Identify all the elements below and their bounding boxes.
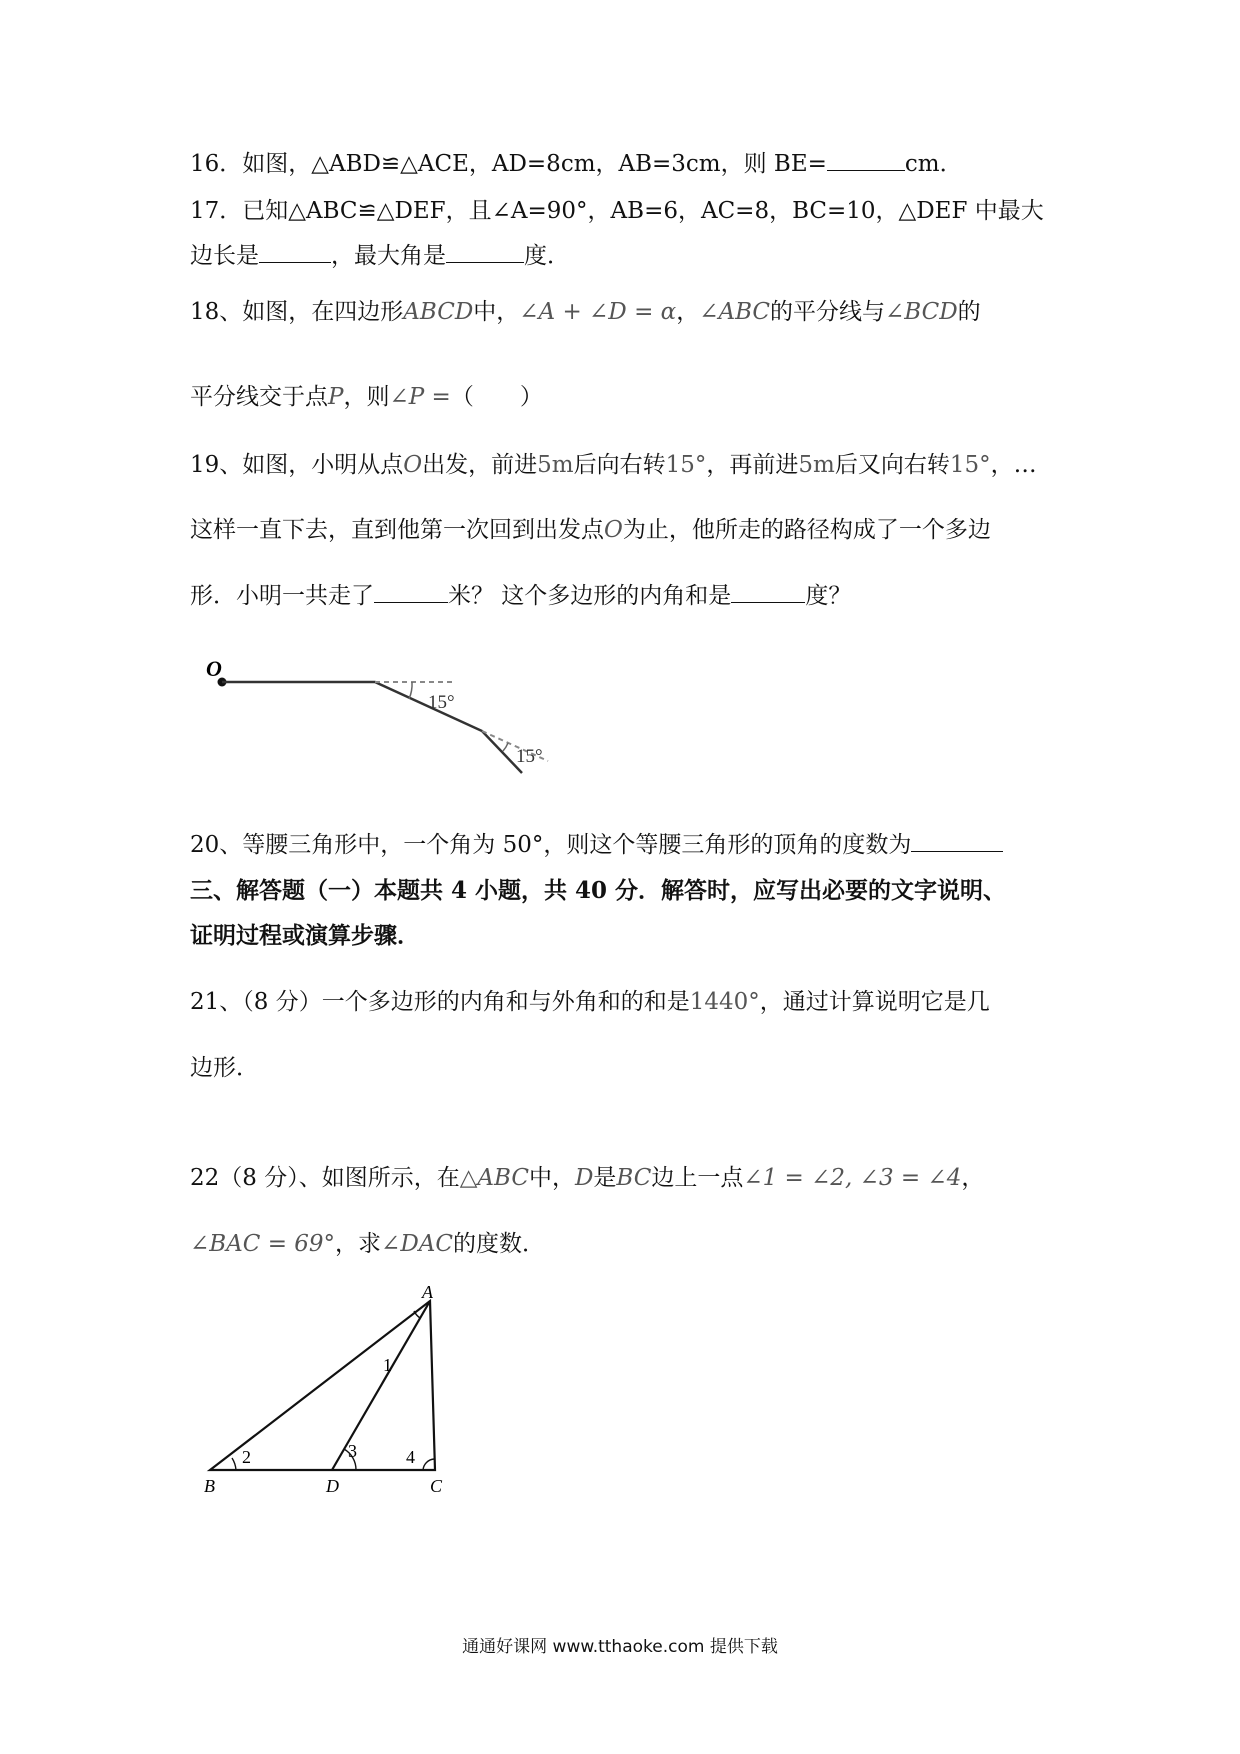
q18-text: 18、如图，在四边形: [190, 299, 404, 325]
q16-text: 16．如图，△ABD≌△ACE，AD=8cm，AB=3cm，则 BE=: [190, 151, 827, 177]
vertex-b: B: [204, 1476, 215, 1496]
math-expression: △ABC: [459, 1165, 529, 1191]
question-18-line1: [190, 297, 981, 327]
q19-text: 度？: [805, 583, 852, 609]
q19-text: 为止，他所走的路径构成了一个多边: [622, 517, 991, 543]
question-16: [190, 148, 963, 179]
question-19-line2: [190, 515, 991, 545]
math-expression: ∠BAC = 69°: [190, 1231, 336, 1257]
q22-text: ，: [961, 1165, 985, 1191]
math-expression: BC: [616, 1165, 652, 1191]
math-expression: P: [328, 384, 344, 410]
math-expression: 5m: [537, 452, 574, 478]
angle-label-3: 3: [348, 1441, 357, 1461]
math-expression: ∠P =: [389, 384, 451, 410]
math-expression: O: [403, 452, 423, 478]
answer-parentheses[interactable]: （ ）: [450, 384, 543, 410]
q18-text: 中，: [473, 299, 520, 325]
question-19-line3: [190, 580, 851, 611]
q19-text: ，…: [990, 452, 1037, 478]
path-figure: [190, 660, 570, 790]
question-17-line2: [190, 240, 570, 271]
angle-arc-2: [232, 1458, 236, 1470]
q18-text: 的: [957, 299, 981, 325]
angle-arc-2: [503, 743, 508, 751]
math-expression: 1440°: [689, 989, 760, 1015]
q21-text: 21、（8 分）一个多边形的内角和与外角和的和是: [190, 989, 690, 1015]
q22-text: 是: [593, 1165, 617, 1191]
q16-unit: cm．: [904, 151, 963, 177]
math-expression: ∠ABC: [699, 299, 770, 325]
math-expression: 15°: [949, 452, 991, 478]
math-expression: ∠DAC: [381, 1231, 453, 1257]
q21-text: ，通过计算说明它是几: [759, 989, 990, 1015]
angle-arc-4: [423, 1459, 434, 1470]
q19-text: 这样一直下去，直到他第一次回到出发点: [190, 517, 604, 543]
answer-blank[interactable]: [446, 240, 524, 263]
q19-text: 后向右转: [573, 452, 666, 478]
angle-arc-1: [409, 682, 412, 699]
math-expression: 15°: [665, 452, 707, 478]
path-line: [222, 682, 522, 773]
q22-text: 中，: [528, 1165, 575, 1191]
q18-text: 的平分线与: [770, 299, 885, 325]
q19-text: ，再前进: [706, 452, 799, 478]
q18-text: ，: [676, 299, 700, 325]
q19-text: 形．小明一共走了: [190, 583, 374, 609]
angle-label-1: 15°: [428, 692, 455, 713]
q19-text: 后又向右转: [834, 452, 950, 478]
segment-ad: [332, 1301, 430, 1470]
math-expression: ∠A + ∠D = α: [519, 299, 677, 325]
question-20: [190, 829, 1003, 860]
question-17-line1: 17．已知△ABC≌△DEF，且∠A=90°，AB=6，AC=8，BC=10，△DEF 中最大: [190, 198, 1044, 224]
math-expression: ∠1 = ∠2, ∠3 = ∠4: [743, 1165, 962, 1191]
question-22-line1: [190, 1163, 984, 1193]
question-18-line2: [190, 382, 543, 412]
answer-blank[interactable]: [827, 148, 905, 171]
triangle-abc: [210, 1301, 435, 1470]
q19-text: 19、如图，小明从点: [190, 452, 404, 478]
q22-text: ，求: [335, 1231, 382, 1257]
section-heading: 三、解答题（一）本题共 4 小题，共 40 分．解答时，应写出必要的文字说明、: [190, 877, 1007, 904]
q18-text: ，则: [343, 384, 390, 410]
answer-blank[interactable]: [911, 829, 1003, 852]
section-heading-line2: 证明过程或演算步骤．: [190, 922, 420, 949]
vertex-d: D: [326, 1476, 339, 1496]
page-footer: 通通好课网 www.tthaoke.com 提供下载: [462, 1637, 778, 1657]
angle-label-2: 2: [242, 1447, 251, 1467]
question-21-line2: 边形．: [190, 1055, 259, 1081]
q17-text-a: 边长是: [190, 243, 259, 269]
triangle-figure: [190, 1285, 510, 1505]
q17-text-c: 度．: [524, 243, 570, 269]
answer-blank[interactable]: [374, 580, 448, 603]
angle-label-4: 4: [406, 1447, 415, 1467]
vertex-c: C: [430, 1476, 443, 1496]
math-expression: ABCD: [403, 299, 474, 325]
q19-text: 出发，前进: [422, 452, 538, 478]
q22-text: 的度数．: [452, 1231, 545, 1257]
answer-blank[interactable]: [259, 240, 331, 263]
math-expression: O: [604, 517, 623, 543]
vertex-a: A: [422, 1285, 433, 1302]
q17-text-b: ，最大角是: [331, 243, 446, 269]
math-expression: D: [574, 1165, 594, 1191]
label-o: O: [206, 660, 222, 681]
q22-text: 22（8 分）、如图所示，在: [190, 1165, 460, 1191]
q19-text: 米？ 这个多边形的内角和是: [448, 583, 732, 609]
q18-text: 平分线交于点: [190, 384, 328, 410]
angle-label-1: 1: [383, 1355, 392, 1375]
question-21-line1: [190, 987, 990, 1017]
angle-label-2: 15°: [516, 746, 543, 767]
answer-blank[interactable]: [731, 580, 805, 603]
math-expression: ∠BCD: [885, 299, 958, 325]
math-expression: 5m: [798, 452, 835, 478]
q22-text: 边上一点: [651, 1165, 744, 1191]
q20-text: 20、等腰三角形中，一个角为 50°，则这个等腰三角形的顶角的度数为: [190, 832, 912, 858]
question-19-line1: [190, 450, 1037, 480]
question-22-line2: [190, 1229, 545, 1259]
